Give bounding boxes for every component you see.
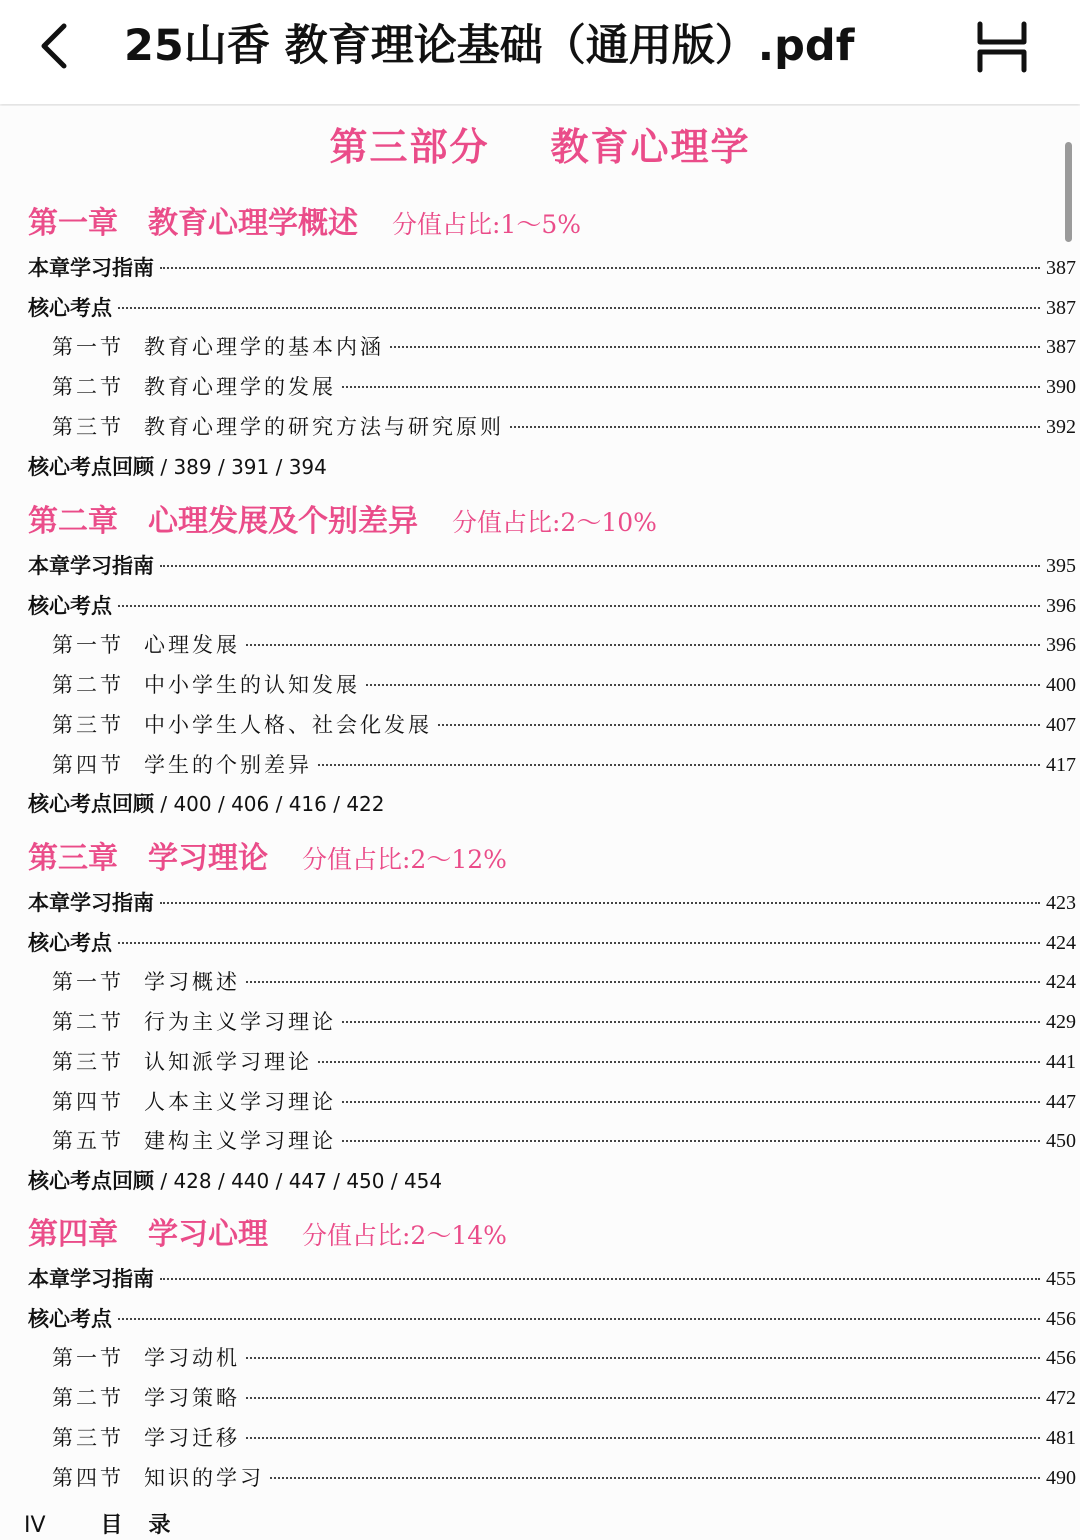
toc-section-row[interactable]: [0, 964, 1080, 1000]
toc-section-row[interactable]: [0, 329, 1080, 365]
toc-section-row[interactable]: [0, 1420, 1080, 1456]
section-name: 认知派学习理论: [144, 1049, 312, 1074]
page-number: 429: [1043, 1004, 1076, 1040]
leader-dots: [160, 1278, 1040, 1280]
section-label: [52, 1123, 340, 1159]
section-label: [52, 1004, 340, 1040]
toc-section-row[interactable]: [0, 707, 1080, 743]
section-number: 第三节: [52, 712, 124, 737]
leader-dots: [438, 724, 1040, 726]
leader-dots: [510, 426, 1040, 428]
chapter-heading[interactable]: [28, 496, 657, 546]
page-number: 395: [1043, 548, 1076, 584]
toc-section-row[interactable]: [0, 1460, 1080, 1496]
toc-section-row[interactable]: [0, 747, 1080, 783]
score-ratio: 分值占比:2～12%: [302, 845, 507, 874]
section-label: [52, 964, 244, 1000]
toc-entry-row[interactable]: [0, 925, 1080, 961]
page-number: 390: [1043, 369, 1076, 405]
toc-entry-row[interactable]: [0, 250, 1080, 286]
toc-entry-row[interactable]: [0, 1301, 1080, 1337]
document-title: 25山香 教育理论基础（通用版）.pdf: [124, 21, 855, 71]
leader-dots: [342, 1101, 1040, 1103]
score-ratio: 分值占比:2～10%: [452, 508, 657, 537]
section-label: [52, 329, 388, 365]
page-number: 407: [1043, 707, 1076, 743]
page-footer: [24, 1508, 197, 1540]
core-review-row[interactable]: [28, 449, 327, 485]
section-label: [52, 369, 340, 405]
section-label: [52, 1340, 244, 1376]
section-name: 教育心理学的发展: [144, 375, 336, 400]
leader-dots: [318, 764, 1040, 766]
section-number: 第二节: [52, 1010, 124, 1035]
reader-mode-icon: [970, 18, 1034, 76]
section-name: 学习概述: [144, 970, 240, 995]
page-number: 456: [1043, 1301, 1076, 1337]
entry-label: 核心考点: [28, 1301, 116, 1337]
leader-dots: [366, 684, 1040, 686]
section-number: 第三节: [52, 414, 124, 439]
toc-section-row[interactable]: [0, 1380, 1080, 1416]
leader-dots: [118, 942, 1040, 944]
core-review-row[interactable]: [28, 1163, 442, 1199]
toc-entry-row[interactable]: [0, 290, 1080, 326]
leader-dots: [342, 1021, 1040, 1023]
page-number: 417: [1043, 747, 1076, 783]
toc-section-row[interactable]: [0, 409, 1080, 445]
page-number: 392: [1043, 409, 1076, 445]
chapter-name: 学习心理: [148, 1217, 268, 1252]
section-number: 第一节: [52, 335, 124, 360]
page-number: 387: [1043, 290, 1076, 326]
entry-label: 核心考点: [28, 588, 116, 624]
section-number: 第三节: [52, 1425, 124, 1450]
toc-section-row[interactable]: [0, 667, 1080, 703]
page-number: 447: [1043, 1084, 1076, 1120]
chapter-heading[interactable]: [28, 833, 507, 883]
toc-section-row[interactable]: [0, 369, 1080, 405]
chapter-name: 心理发展及个别差异: [148, 504, 418, 539]
part-title: 第三部分 教育心理学: [329, 125, 751, 169]
page-number: 423: [1043, 885, 1076, 921]
section-name: 学习迁移: [144, 1425, 240, 1450]
section-name: 中小学生的认知发展: [144, 673, 360, 698]
section-label: [52, 1420, 244, 1456]
section-number: 第三节: [52, 1049, 124, 1074]
toc-entry-row[interactable]: [0, 885, 1080, 921]
section-number: 第一节: [52, 633, 124, 658]
chevron-left-icon: [28, 18, 84, 74]
page-number: 387: [1043, 250, 1076, 286]
chapter-number: 第四章: [28, 1217, 118, 1252]
section-name: 教育心理学的研究方法与研究原则: [144, 414, 504, 439]
entry-label: 本章学习指南: [28, 885, 158, 921]
section-number: 第五节: [52, 1129, 124, 1154]
chapter-number: 第二章: [28, 504, 118, 539]
leader-dots: [246, 981, 1040, 983]
chapter-heading[interactable]: [28, 1209, 507, 1259]
review-pages: / 389 / 391 / 394: [154, 454, 327, 479]
leader-dots: [118, 307, 1040, 309]
reader-mode-button[interactable]: [970, 18, 1034, 76]
chapter-heading[interactable]: [28, 198, 581, 248]
review-label: 核心考点回顾: [28, 1168, 154, 1193]
section-name: 行为主义学习理论: [144, 1010, 336, 1035]
leader-dots: [160, 902, 1040, 904]
page-number: 396: [1043, 627, 1076, 663]
chapter-name: 教育心理学概述: [148, 206, 358, 241]
page-number: 455: [1043, 1261, 1076, 1297]
footer-label: 目录: [100, 1513, 197, 1538]
leader-dots: [160, 267, 1040, 269]
page-number: 424: [1043, 964, 1076, 1000]
toc-section-row[interactable]: [0, 1123, 1080, 1159]
section-label: [52, 707, 436, 743]
leader-dots: [270, 1477, 1040, 1479]
section-number: 第二节: [52, 375, 124, 400]
section-name: 学生的个别差异: [144, 752, 312, 777]
section-name: 心理发展: [144, 633, 240, 658]
leader-dots: [318, 1061, 1040, 1063]
toc-entry-row[interactable]: [0, 548, 1080, 584]
footer-page-number: IV: [24, 1513, 46, 1538]
section-number: 第四节: [52, 1089, 124, 1114]
score-ratio: 分值占比:1～5%: [392, 210, 581, 239]
page-number: 387: [1043, 329, 1076, 365]
leader-dots: [246, 1397, 1040, 1399]
entry-label: 本章学习指南: [28, 1261, 158, 1297]
toc-entry-row[interactable]: [0, 588, 1080, 624]
section-number: 第一节: [52, 1346, 124, 1371]
leader-dots: [390, 346, 1040, 348]
page-number: 441: [1043, 1044, 1076, 1080]
leader-dots: [246, 644, 1040, 646]
page-number: 424: [1043, 925, 1076, 961]
back-button[interactable]: [28, 18, 84, 74]
leader-dots: [342, 1140, 1040, 1142]
entry-label: 核心考点: [28, 925, 116, 961]
toc-entry-row[interactable]: [0, 1261, 1080, 1297]
section-label: [52, 1380, 244, 1416]
leader-dots: [342, 386, 1040, 388]
chapter-number: 第一章: [28, 206, 118, 241]
review-label: 核心考点回顾: [28, 454, 154, 479]
section-name: 建构主义学习理论: [144, 1129, 336, 1154]
entry-label: 核心考点: [28, 290, 116, 326]
chapter-name: 学习理论: [148, 841, 268, 876]
section-label: [52, 627, 244, 663]
toc-section-row[interactable]: [0, 1340, 1080, 1376]
score-ratio: 分值占比:2～14%: [302, 1221, 507, 1250]
page-number: 450: [1043, 1123, 1076, 1159]
review-label: 核心考点回顾: [28, 792, 154, 817]
section-name: 学习策略: [144, 1386, 240, 1411]
leader-dots: [246, 1437, 1040, 1439]
pdf-page[interactable]: [0, 106, 1080, 1540]
section-label: [52, 1460, 268, 1496]
section-number: 第四节: [52, 1465, 124, 1490]
section-name: 中小学生人格、社会化发展: [144, 712, 432, 737]
core-review-row[interactable]: [28, 786, 385, 822]
leader-dots: [118, 605, 1040, 607]
leader-dots: [118, 1318, 1040, 1320]
section-label: [52, 1044, 316, 1080]
page-number: 481: [1043, 1420, 1076, 1456]
entry-label: 本章学习指南: [28, 250, 158, 286]
leader-dots: [160, 565, 1040, 567]
page-number: 400: [1043, 667, 1076, 703]
section-label: [52, 667, 364, 703]
toc-section-row[interactable]: [0, 1004, 1080, 1040]
section-label: [52, 1084, 340, 1120]
section-label: [52, 409, 508, 445]
section-number: 第四节: [52, 752, 124, 777]
section-name: 教育心理学的基本内涵: [144, 335, 384, 360]
section-label: [52, 747, 316, 783]
top-bar: [0, 0, 1080, 104]
section-number: 第二节: [52, 673, 124, 698]
toc-section-row[interactable]: [0, 1084, 1080, 1120]
review-pages: / 400 / 406 / 416 / 422: [154, 792, 385, 817]
review-pages: / 428 / 440 / 447 / 450 / 454: [154, 1168, 443, 1193]
page-number: 472: [1043, 1380, 1076, 1416]
section-name: 知识的学习: [144, 1465, 264, 1490]
section-name: 人本主义学习理论: [144, 1089, 336, 1114]
toc-section-row[interactable]: [0, 1044, 1080, 1080]
page-number: 396: [1043, 588, 1076, 624]
chapter-number: 第三章: [28, 841, 118, 876]
leader-dots: [246, 1357, 1040, 1359]
entry-label: 本章学习指南: [28, 548, 158, 584]
toc-section-row[interactable]: [0, 627, 1080, 663]
page-number: 456: [1043, 1340, 1076, 1376]
section-number: 第一节: [52, 970, 124, 995]
page-number: 490: [1043, 1460, 1076, 1496]
section-number: 第二节: [52, 1386, 124, 1411]
section-name: 学习动机: [144, 1346, 240, 1371]
